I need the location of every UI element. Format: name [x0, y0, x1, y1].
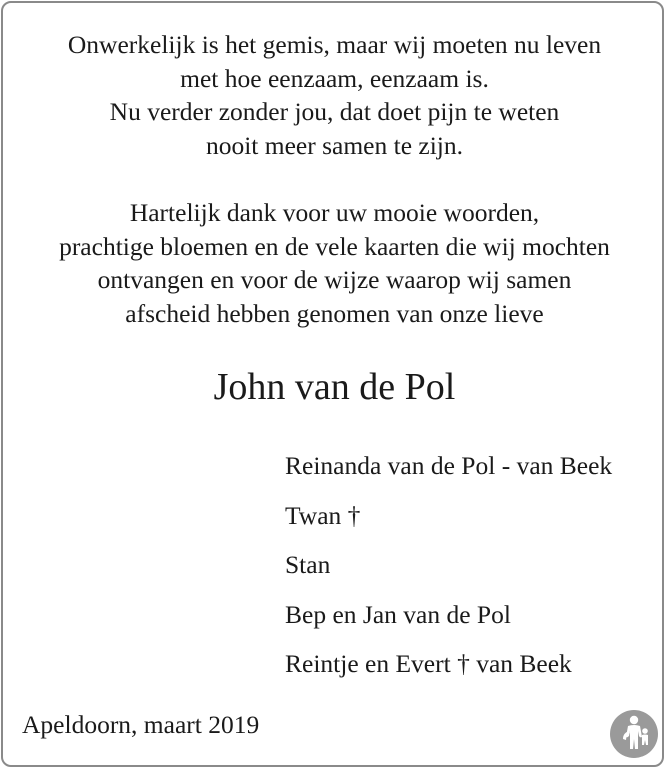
family-member: Reinanda van de Pol - van Beek	[285, 451, 613, 480]
poem-line: Onwerkelijk is het gemis, maar wij moeten nu leven	[67, 30, 602, 59]
family-list	[285, 441, 612, 689]
family-member: Reintje en Evert † van Beek	[285, 649, 572, 678]
family-member: Bep en Jan van de Pol	[285, 599, 511, 629]
poem-line: met hoe eenzaam, eenzaam is.	[180, 63, 489, 93]
family-member: Twan †	[285, 500, 361, 530]
poem-line: Nu verder zonder jou, dat doet pijn te weten	[109, 97, 560, 126]
memorial-figure-icon	[609, 709, 659, 759]
place-date: Apeldoorn, maart 2019	[22, 710, 260, 739]
thank-you-message	[0, 196, 669, 330]
thanks-line: prachtige bloemen en de vele kaarten die wij mochten	[59, 231, 610, 261]
family-member: Stan	[285, 550, 331, 579]
thanks-line: Hartelijk dank voor uw mooie woorden,	[129, 198, 540, 227]
deceased-name: John van de Pol	[213, 366, 456, 408]
thanks-line: ontvangen en voor de wijze waarop wij samen	[97, 265, 572, 294]
poem	[0, 28, 669, 162]
thanks-line: afscheid hebben genomen van onze lieve	[125, 298, 544, 328]
poem-line: nooit meer samen te zijn.	[205, 130, 464, 160]
